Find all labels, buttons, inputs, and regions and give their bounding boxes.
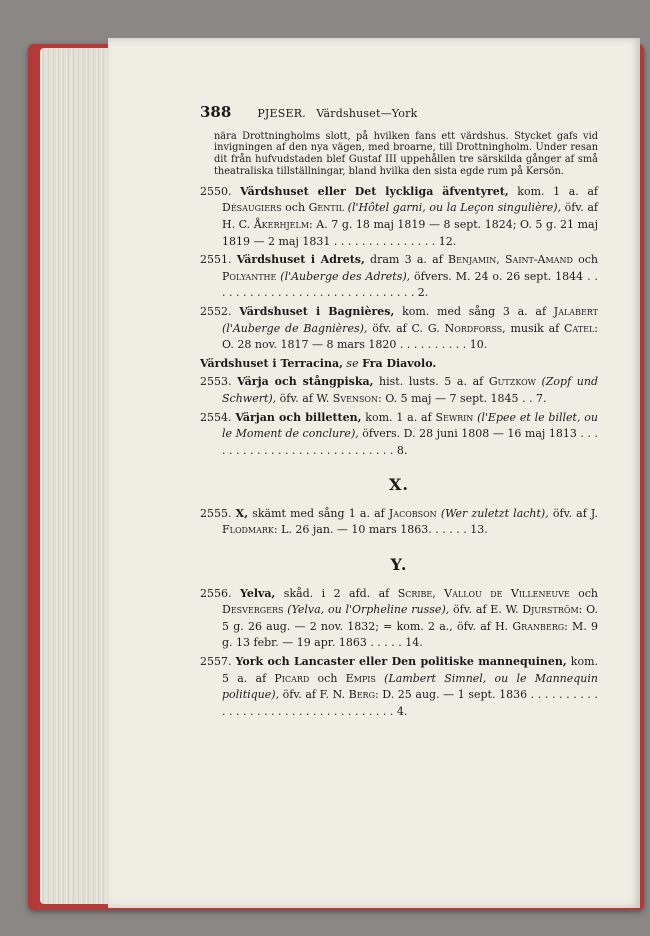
entry-performances: : A. 7 g. 18 maj 1819 — 8 sept. 1824; O. 5 g. 21 maj 1819 — 2 maj 1831 . . . . . . . . . . . . . . . 12.	[222, 217, 598, 248]
entry-original-title: (Lambert Simnel, ou le Mannequin politique),	[222, 671, 598, 702]
entry-title: Värdshuset i Adrets,	[236, 253, 365, 267]
entry-author: Gentil	[308, 201, 345, 215]
entry-original-title: (l'Auberge de Bagnières),	[222, 321, 368, 335]
entry-performances: öfvers. D. 28 juni 1808 — 16 maj 1813 . . . . . . . . . . . . . . . . . . . . . . . . . . . . 8.	[222, 427, 598, 457]
entry-author: Benjamin, Saint-Amand	[448, 253, 573, 267]
entry-translator: Svenson	[332, 391, 378, 405]
see-reference	[200, 356, 598, 373]
entry-2553	[200, 374, 598, 407]
entry-translator: Åkerhjelm	[253, 217, 310, 231]
entry-text: öfv. af F. N.	[279, 688, 349, 702]
entry-author: Sewrin	[435, 410, 474, 424]
entry-author: Scribe, Vallou de Villeneuve	[397, 586, 570, 600]
entry-author: Desvergers	[222, 603, 284, 617]
entry-text: öfv. af J.	[548, 506, 598, 520]
entry-translator: Djurström	[522, 603, 579, 617]
entry-author: Désaugiers	[222, 201, 282, 215]
entry-text: kom. 1 a. af	[508, 184, 598, 198]
entry-composer: Catel	[564, 321, 595, 335]
entry-number: 2554.	[200, 410, 232, 424]
page-text	[200, 104, 598, 720]
running-head-title: Värdshuset—York	[316, 107, 418, 120]
entry-performances: öfvers. M. 24 o. 26 sept. 1844 . . . . . . . . . . . . . . . . . . . . . . . . . . . . . . 2.	[222, 269, 598, 300]
entry-number: 2553.	[200, 375, 232, 389]
entry-performances: : O. 5 g. 26 aug. — 2 nov. 1832; = kom. 2 a., öfv. af H.	[222, 603, 598, 633]
entry-text: öfv. af W.	[276, 391, 333, 405]
entry-2557	[200, 654, 598, 720]
entry-text: och	[569, 586, 599, 600]
entry-number: 2551.	[200, 253, 232, 267]
entry-author: Empis	[345, 671, 376, 685]
entry-author: Jalabert	[553, 304, 599, 318]
section-heading-y: Y.	[390, 555, 408, 575]
intro-paragraph: nära Drottningholms slott, på hvilken fans ett värdshus. Stycket gafs vid invigningen af den nya vägen, med broarne, till Drottningholm. Under resan dit från hufvudstaden blef Gustaf III uppehållen tre särskilda gånger af små theatraliska tillställningar, bland hvilka den sista egde rum på Kersön.	[214, 130, 598, 177]
entry-text: , musik af	[502, 321, 565, 335]
entry-author: Gutzkow	[488, 375, 536, 389]
running-head-section: PJESER.	[257, 107, 306, 120]
running-head	[200, 104, 598, 123]
entry-title: Yelva,	[239, 586, 276, 600]
entry-performances: : D. 25 aug. — 1 sept. 1836 . . . . . . . . . . . . . . . . . . . . . . . . . . . . . . . . . . . 4.	[222, 688, 599, 718]
entry-number: 2556.	[200, 586, 232, 600]
entry-text: kom. 1 a. af	[361, 410, 436, 424]
entry-title: York och Lancaster eller Den politiske mannequinen,	[235, 655, 567, 669]
entry-text: öfv. af C. G.	[367, 321, 445, 335]
entry-2555	[200, 506, 598, 539]
entry-author: Jacobson	[388, 506, 437, 520]
entry-translator: Nordforss	[444, 321, 503, 335]
entry-text: och	[281, 201, 309, 215]
entry-text: hist. lusts. 5 a. af	[373, 375, 489, 389]
entry-original-title: (Yelva, ou l'Orpheline russe),	[283, 603, 450, 617]
entry-number: 2552.	[200, 304, 232, 318]
entry-original-title: (l'Epee et le billet, ou le Moment de conclure),	[222, 410, 598, 441]
entry-author: Polyanthe	[222, 269, 277, 283]
entry-2552	[200, 304, 598, 354]
entry-performances: : M. 9 g. 13 febr. — 19 apr. 1863 . . . . . 14.	[222, 619, 598, 650]
entry-text: öfv. af E. W.	[449, 603, 523, 617]
entry-performances: : O. 28 nov. 1817 — 8 mars 1820 . . . . . . . . . . 10.	[222, 321, 598, 352]
entry-2551	[200, 252, 598, 302]
entry-text: öfv. af H. C.	[222, 201, 598, 231]
entry-translator: Granberg	[512, 619, 565, 633]
entry-original-title: (l'Hôtel garni, ou la Leçon singulière),	[344, 201, 562, 215]
entry-number: 2555.	[200, 506, 232, 520]
entry-text: kom. 5 a. af	[222, 655, 598, 685]
entry-title: Värja och stångpiska,	[237, 375, 374, 389]
entry-performances: : O. 5 maj — 7 sept. 1845 . . 7.	[378, 391, 547, 405]
entry-text: och	[572, 253, 598, 267]
entry-title: Värdshuset i Bagnières,	[239, 304, 395, 318]
entry-2550	[200, 184, 598, 250]
entry-text: och	[309, 671, 346, 685]
entry-text: skämt med sång 1 a. af	[248, 506, 389, 520]
entry-author: Picard	[274, 671, 310, 685]
entry-performances: : L. 26 jan. — 10 mars 1863. . . . . . 13.	[273, 523, 488, 537]
entry-title: Värdshuset i Terracina,	[200, 356, 343, 370]
see-word: se	[342, 356, 363, 370]
entry-text: dram 3 a. af	[364, 253, 449, 267]
entry-number: 2557.	[200, 655, 232, 669]
entry-number: 2550.	[200, 184, 232, 198]
entry-original-title: (l'Auberge des Adrets),	[276, 269, 411, 283]
section-heading-x: X.	[389, 475, 409, 495]
book-page	[108, 38, 640, 908]
entry-text: skåd. i 2 afd. af	[275, 586, 398, 600]
entry-2556	[200, 586, 598, 652]
page-number: 388	[200, 103, 232, 121]
entry-translator: Berg	[348, 688, 375, 702]
entry-text: kom. med sång 3 a. af	[394, 304, 554, 318]
entry-2554	[200, 410, 598, 460]
entry-title: Värjan och billetten,	[235, 410, 362, 424]
entry-original-title: (Wer zuletzt lacht),	[436, 506, 549, 520]
entry-original-title: (Zopf und Schwert),	[222, 375, 599, 405]
see-target: Fra Diavolo.	[362, 356, 437, 370]
entry-title: Värdshuset eller Det lyckliga äfventyret,	[240, 184, 509, 198]
entry-translator: Flodmark	[222, 523, 274, 537]
entry-title: X,	[235, 506, 249, 520]
